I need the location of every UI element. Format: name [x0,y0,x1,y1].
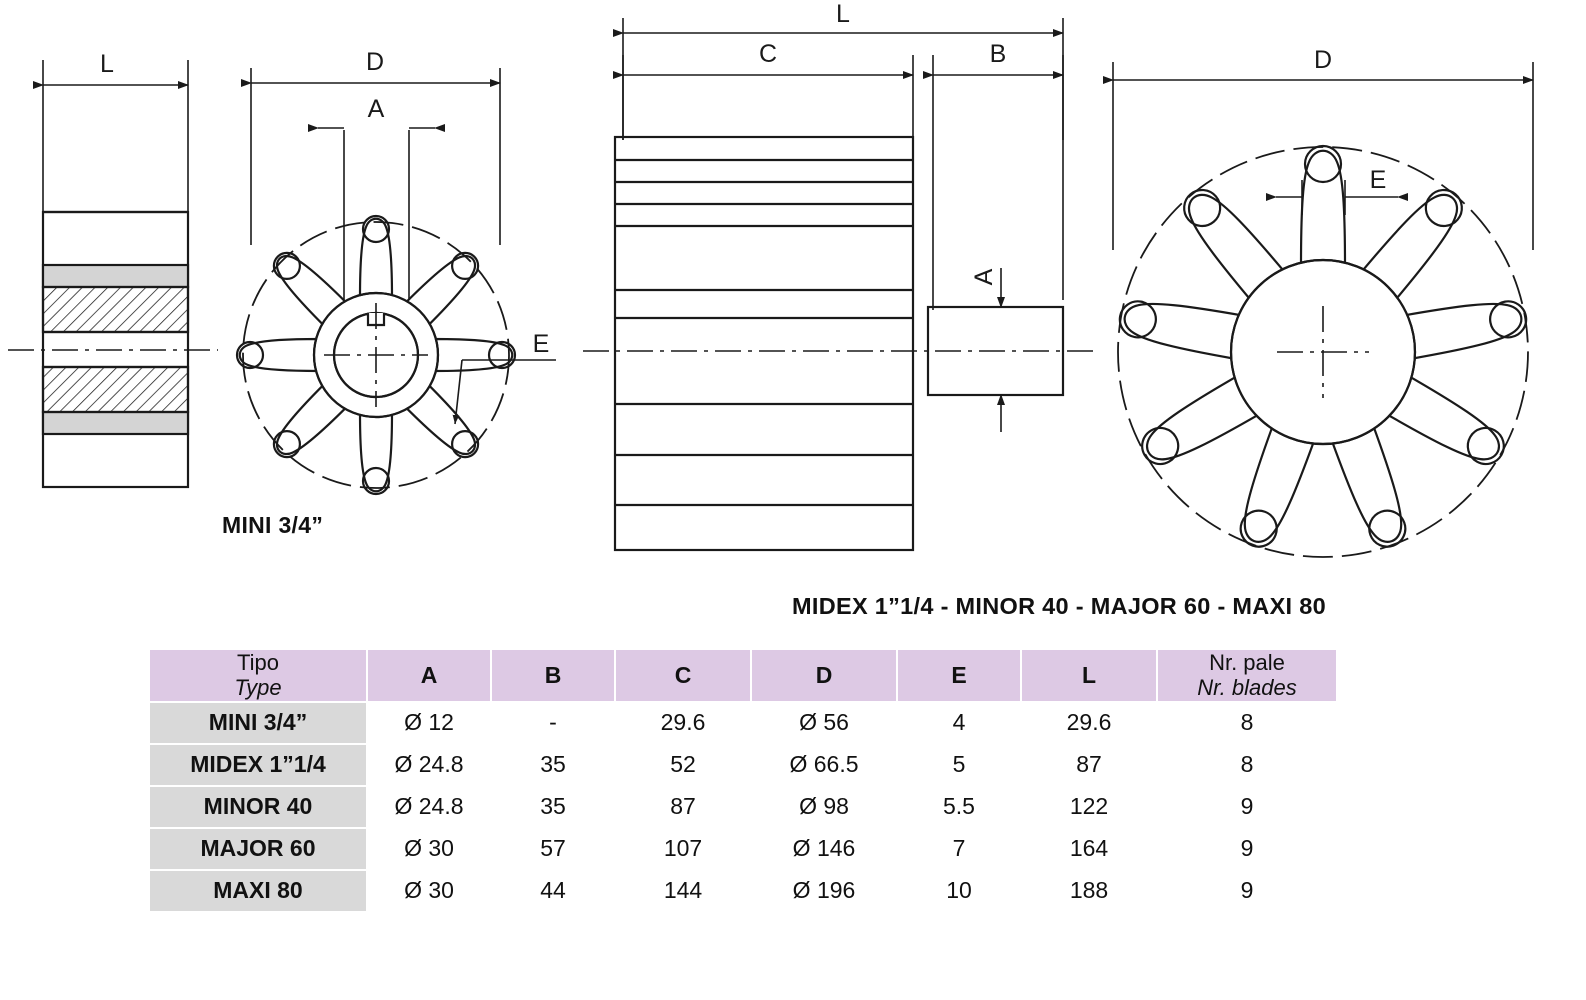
cell-b: 35 [491,786,615,828]
cell-d: Ø 66.5 [751,744,897,786]
header-d: D [751,649,897,702]
svg-text:E: E [1369,166,1387,194]
header-a: A [367,649,491,702]
cell-b: 57 [491,828,615,870]
cell-b: 44 [491,870,615,912]
cell-type: MINI 3/4” [149,702,367,744]
cell-blades: 9 [1157,828,1337,870]
cell-e: 7 [897,828,1021,870]
midex-side-view [583,0,1100,550]
cell-type: MINOR 40 [149,786,367,828]
cell-d: Ø 56 [751,702,897,744]
cell-e: 5.5 [897,786,1021,828]
cell-d: Ø 196 [751,870,897,912]
cell-blades: 9 [1157,786,1337,828]
mini-face-view [237,48,556,494]
cell-type: MAXI 80 [149,870,367,912]
svg-text:L: L [100,50,114,78]
cell-blades: 8 [1157,702,1337,744]
header-c: C [615,649,751,702]
cell-a: Ø 30 [367,870,491,912]
table-row [149,870,1337,912]
table-row [149,702,1337,744]
cell-l: 188 [1021,870,1157,912]
header-type-en: Type [234,675,282,701]
svg-text:C: C [758,40,778,68]
cell-blades: 9 [1157,870,1337,912]
cell-blades: 8 [1157,744,1337,786]
table-row [149,744,1337,786]
cell-type: MIDEX 1”1/4 [149,744,367,786]
table-body [149,702,1337,912]
caption-midex: MIDEX 1”1/4 - MINOR 40 - MAJOR 60 - MAXI 80 [792,593,1326,619]
table-row [149,786,1337,828]
cell-l: 164 [1021,828,1157,870]
svg-text:A: A [367,95,385,123]
header-l: L [1021,649,1157,702]
cell-a: Ø 30 [367,828,491,870]
cell-c: 87 [615,786,751,828]
table-row [149,828,1337,870]
header-type-it: Tipo [237,650,279,675]
cell-d: Ø 146 [751,828,897,870]
spec-table-wrapper [148,648,1336,913]
table-header-row [149,649,1337,702]
header-type [149,649,367,702]
cell-d: Ø 98 [751,786,897,828]
cell-e: 10 [897,870,1021,912]
cell-c: 29.6 [615,702,751,744]
cell-a: Ø 24.8 [367,786,491,828]
svg-text:E: E [532,330,550,358]
spec-table [148,648,1338,913]
svg-text:B: B [989,40,1007,68]
table-header [149,649,1337,702]
cell-l: 87 [1021,744,1157,786]
cell-c: 107 [615,828,751,870]
svg-text:D: D [365,48,385,76]
caption-mini: MINI 3/4” [222,512,324,538]
header-blades [1157,649,1337,702]
midex-face-view [1113,46,1533,557]
cell-a: Ø 24.8 [367,744,491,786]
cell-type: MAJOR 60 [149,828,367,870]
cell-b: - [491,702,615,744]
header-blades-it: Nr. pale [1209,650,1285,675]
svg-text:A: A [970,268,998,286]
header-blades-en: Nr. blades [1197,675,1297,701]
cell-c: 52 [615,744,751,786]
header-e: E [897,649,1021,702]
cell-c: 144 [615,870,751,912]
cell-a: Ø 12 [367,702,491,744]
header-b: B [491,649,615,702]
svg-text:D: D [1313,46,1333,74]
cell-e: 5 [897,744,1021,786]
cell-b: 35 [491,744,615,786]
mini-section-view [8,50,218,487]
svg-text:L: L [836,0,850,28]
cell-l: 29.6 [1021,702,1157,744]
cell-l: 122 [1021,786,1157,828]
cell-e: 4 [897,702,1021,744]
